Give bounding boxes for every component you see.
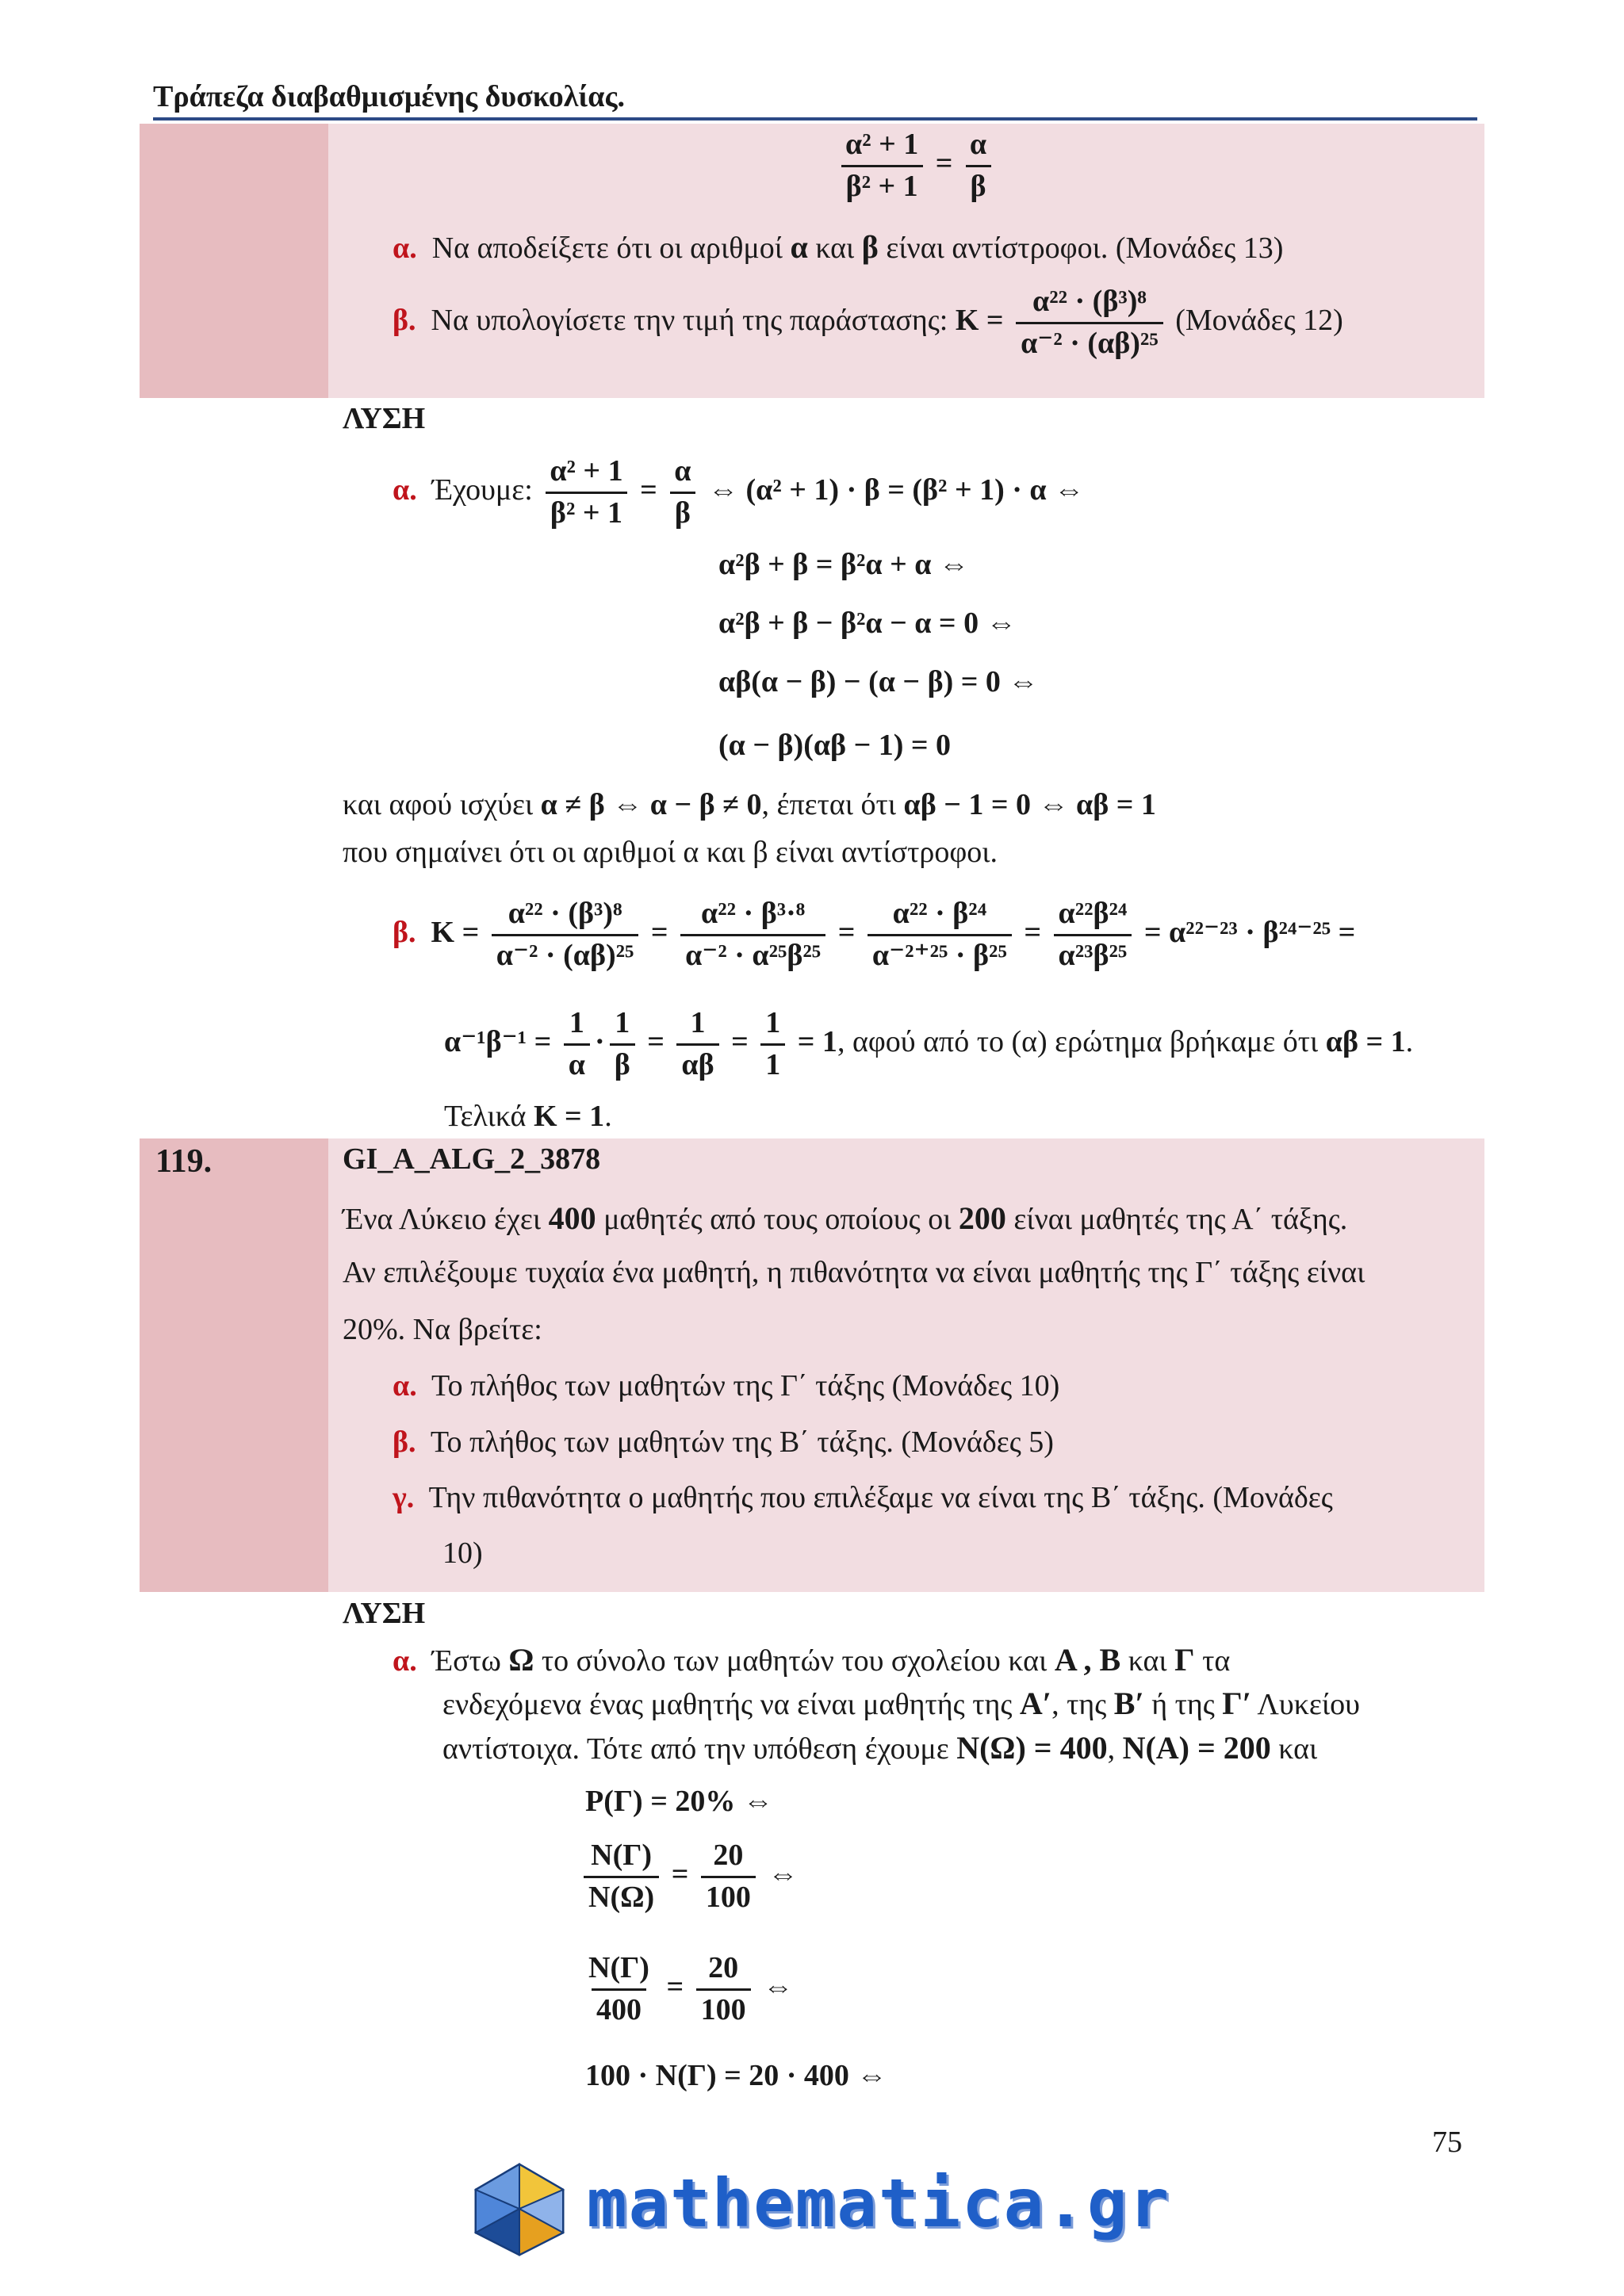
problem-intro-line3: 20%. Να βρείτε: [343, 1313, 542, 1346]
solution2-eq1: P(Γ) = 20% ⇔ [585, 1785, 773, 1818]
problem-intro-line1: Ένα Λύκειο έχει 400 μαθητές από τους οποίους οι 200 είναι μαθητές της Α΄ τάξης. [343, 1200, 1348, 1236]
solution-a-eq5: (α − β)(αβ − 1) = 0 [718, 729, 952, 762]
solution2-line3: αντίστοιχα. Τότε από την υπόθεση έχουμε N(Ω) = 400, N(A) = 200 και [442, 1730, 1318, 1766]
solution2-eq4: 100 · N(Γ) = 20 · 400 ⇔ [585, 2059, 887, 2092]
solution2-eq2: $\frac{N(\Gamma)}{N(\Omega)}$ = $\frac{20}{100}$ ⇔ [579, 1838, 798, 1915]
problem-question-c-cont: 10) [442, 1536, 483, 1570]
solution-a-eq2: α²β + β = β²α + α ⇔ [718, 548, 969, 581]
header-title: Τράπεζα διαβαθμισμένης δυσκολίας. [153, 80, 625, 113]
solution2-eq3: $\frac{N(\Gamma)}{400}$ = $\frac{20}{100}$ ⇔ [579, 1950, 793, 2028]
problem-question-b: β. Το πλήθος των μαθητών της Β΄ τάξης. (Μονάδες 5) [393, 1425, 1054, 1459]
solution-b-final: Τελικά K = 1. [444, 1100, 612, 1133]
solution2-line2: ενδεχόμενα ένας μαθητής να είναι μαθητής της Α′, της Β′ ή της Γ′ Λυκείου [442, 1686, 1360, 1721]
problem-band-119-left [140, 1138, 328, 1592]
solution-a-line1: α. Έχουμε: $\frac{\text{α² + 1}}{\text{β² + 1}}$ = $\frac{\alpha}{\beta}$ ⇔ (α² + 1) · β = (β² + 1) · α ⇔ [393, 453, 1084, 531]
given-equation: $\frac{\text{α² + 1}}{\text{β² + 1}}$ = $\frac{\alpha}{\beta}$ [836, 127, 996, 205]
solution-a-since: και αφού ισχύει α ≠ β ⇔ α − β ≠ 0, έπεται ότι αβ − 1 = 0 ⇔ αβ = 1 [343, 788, 1156, 821]
site-logo [468, 2161, 1171, 2256]
problem-number: 119. [155, 1143, 213, 1180]
problem-band-top-left [140, 124, 328, 398]
question-b: β. Να υπολογίσετε την τιμή της παράστασης: K = $\frac{\text{α²² · (β³)⁸}}{\text{α⁻² · (αβ)²⁵}}$ (Μονάδες 12) [393, 284, 1343, 362]
page-number: 75 [1432, 2126, 1462, 2159]
problem-question-c: γ. Την πιθανότητα ο μαθητής που επιλέξαμε να είναι της Β΄ τάξης. (Μονάδες [393, 1481, 1333, 1514]
problem-question-a: α. Το πλήθος των μαθητών της Γ΄ τάξης (Μονάδες 10) [393, 1369, 1060, 1402]
solution-b-line1: β. K = $\frac{\text{α²² · (β³)⁸}}{\text{α⁻² · (αβ)²⁵}}$ = $\frac{\text{α²² · β³·⁸}}{\text{α⁻² · α²⁵β²⁵}}$ = $\frac{\text{α²² · β²⁴}}{\text{α⁻²⁺²⁵ · β²⁵}}$ = $\frac{\text{α²²β²⁴}}{\text{α²³β²⁵}}$ = α²²⁻²³ · β²⁴⁻²⁵ = [393, 896, 1355, 974]
solution2-heading: ΛΥΣΗ [343, 1597, 426, 1630]
solution2-line1: α. Έστω Ω το σύνολο των μαθητών του σχολείου και Α , Β και Γ τα [393, 1642, 1231, 1678]
solution-a-eq4: αβ(α − β) − (α − β) = 0 ⇔ [718, 665, 1039, 698]
solution-heading: ΛΥΣΗ [343, 402, 426, 435]
solution-a-conclusion: που σημαίνει ότι οι αριθμοί α και β είναι αντίστροφοι. [343, 836, 998, 869]
logo-polyhedron-icon [468, 2161, 571, 2256]
header-rule [153, 117, 1477, 121]
problem-code: GI_A_ALG_2_3878 [343, 1142, 601, 1176]
solution-a-eq3: α²β + β − β²α − α = 0 ⇔ [718, 607, 1017, 640]
solution-b-line2: α⁻¹β⁻¹ = $\frac{1}{\alpha}$ · $\frac{1}{\beta}$ = $\frac{1}{\alpha\beta}$ = $\frac{1}{1}$ = 1, αφού από το (α) ερώτημα βρήκαμε ότι αβ = 1. [444, 1005, 1413, 1083]
logo-text: mathematica.gr [587, 2164, 1171, 2242]
problem-intro-line2: Αν επιλέξουμε τυχαία ένα μαθητή, η πιθανότητα να είναι μαθητής της Γ΄ τάξης είναι [343, 1256, 1365, 1289]
question-a: α. Να αποδείξετε ότι οι αριθμοί α και β είναι αντίστροφοι. (Μονάδες 13) [393, 229, 1284, 265]
